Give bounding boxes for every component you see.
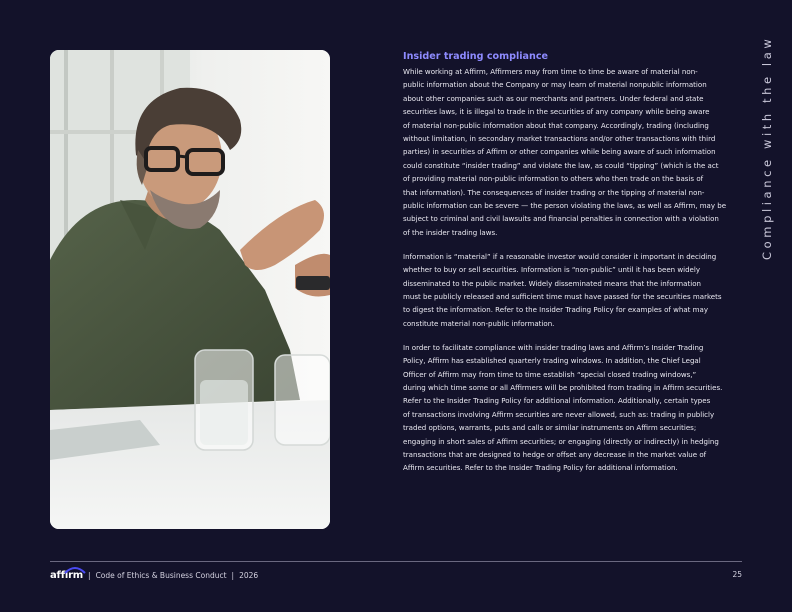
- paragraph-line: Policy, Affirm has established quarterly trading windows. In addition, the Chief Legal: [403, 356, 701, 366]
- paragraph-line: Refer to the Insider Trading Policy for additional information. Additionally, certain types: [403, 396, 711, 406]
- paragraph-line: Information is “material” if a reasonable investor would consider it important in deciding: [403, 251, 717, 261]
- page-number: 25: [732, 570, 742, 579]
- footer: [50, 567, 742, 583]
- footer-divider-line: [50, 561, 742, 562]
- paragraph-line: that information). The consequences of insider trading or the tipping of material non-: [403, 187, 705, 197]
- paragraph-line: about other companies such as our merchants and partners. Under federal and state: [403, 93, 704, 103]
- paragraph-line: to digest the information. Refer to the Insider Trading Policy for examples of what may: [403, 305, 709, 315]
- paragraph-line: Affirm securities. Refer to the Insider Trading Policy for additional information.: [403, 463, 678, 473]
- paragraph-trading-windows: [403, 341, 743, 475]
- paragraph-line: public information about the Company or may learn of material nonpublic information: [403, 80, 707, 90]
- paragraph-line: traded options, warrants, puts and calls or similar instruments on Affirm securities;: [403, 423, 697, 433]
- paragraph-line: securities laws, it is illegal to trade in the securities of any company while being aware: [403, 107, 710, 117]
- paragraph-line: whether to buy or sell securities. Information is “non-public” until it has been widely: [403, 265, 701, 275]
- paragraph-line: In order to facilitate compliance with insider trading laws and Affirm’s Insider Trading: [403, 342, 704, 352]
- document-year: 2026: [239, 570, 259, 580]
- affirm-logo-text: affirm: [50, 569, 84, 581]
- paragraph-line: could constitute “insider trading” and violate the law, as could “tipping” (which is the act: [403, 160, 719, 170]
- paragraph-insider-trading: [403, 65, 743, 239]
- paragraph-line: parties) in securities of Affirm or other companies while being aware of such information: [403, 147, 716, 157]
- section-heading: Insider trading compliance: [403, 51, 549, 62]
- paragraph-line: without limitation, in secondary market transactions and/or other transactions with third: [403, 134, 716, 144]
- document-title: Code of Ethics & Business Conduct: [95, 570, 227, 580]
- paragraph-line: public information can be severe — the person violating the laws, as well as Affirm, may be: [403, 201, 727, 211]
- paragraph-line: during which time some or all Affirmers will be prohibited from trading in Affirm securities.: [403, 382, 723, 392]
- paragraph-line: of the insider trading laws.: [403, 227, 498, 237]
- footer-separator: |: [88, 570, 91, 580]
- footer-separator: |: [231, 570, 235, 580]
- paragraph-line: constitute material non-public information.: [403, 318, 555, 328]
- section-side-label: Compliance with the law: [760, 35, 774, 260]
- paragraph-line: of providing material non-public information to others who then trade on the basis of: [403, 174, 704, 184]
- photo: [50, 50, 330, 529]
- man-with-glasses-speaking-icon: [50, 50, 330, 529]
- paragraph-line: transactions that are designed to hedge or offset any decrease in the market value of: [403, 449, 707, 459]
- paragraph-line: engaging in short sales of Affirm securities; or engaging (directly or indirectly) in hedging: [403, 436, 719, 446]
- paragraph-line: While working at Affirm, Affirmers may from time to time be aware of material non-: [403, 67, 698, 76]
- affirm-arc-icon: [64, 566, 86, 574]
- main-content: [403, 50, 743, 485]
- paragraph-line: Officer of Affirm may from time to time establish “special closed trading windows,”: [403, 369, 697, 379]
- paragraph-line: of transactions involving Affirm securities are never allowed, such as: trading in publicly: [403, 409, 715, 419]
- affirm-logo: [50, 570, 83, 581]
- paragraph-line: disseminated to the public market. Widely disseminated means that the information: [403, 278, 701, 288]
- paragraph-line: must be publicly released and sufficient time must have passed for the securities markets: [403, 292, 722, 301]
- paragraph-line: subject to criminal and civil lawsuits and financial penalties in connection with a violation: [403, 214, 719, 224]
- paragraph-material-information: [403, 250, 743, 330]
- paragraph-line: of material non-public information about that company. Accordingly, trading (including: [403, 120, 709, 130]
